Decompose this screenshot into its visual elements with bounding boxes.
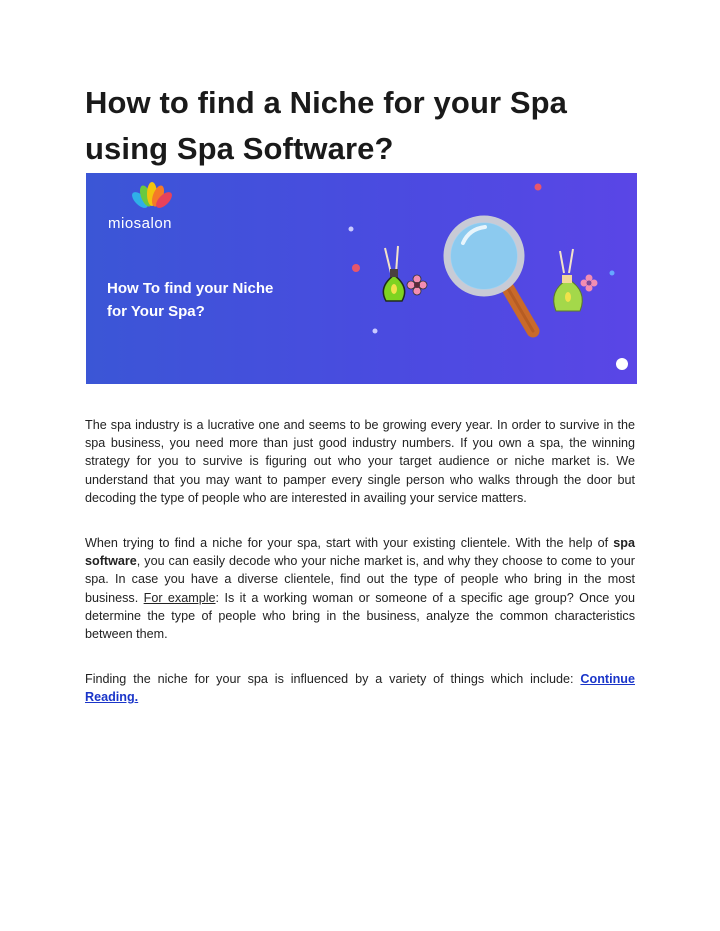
decor-dot	[535, 184, 542, 191]
text-run: Finding the niche for your spa is influenced by a variety of things which include:	[85, 672, 581, 686]
banner-heading-line: How To find your Niche	[107, 280, 274, 297]
text-run: When trying to find a niche for your spa, start with your existing clientele. With the help of	[85, 536, 614, 550]
brand-name: miosalon	[108, 215, 173, 232]
hero-banner	[86, 173, 637, 384]
flower-icon	[407, 275, 427, 295]
lotus-logo-icon	[129, 182, 174, 211]
continue-reading-link[interactable]: Continue Reading.	[85, 672, 635, 705]
paragraph-clientele	[85, 534, 635, 643]
banner-heading	[107, 277, 307, 323]
banner-heading-line: for Your Spa?	[107, 303, 205, 320]
bold-term: spa software	[85, 536, 635, 569]
decor-dot	[349, 227, 354, 232]
text-run: : Is it a working woman or someone of a specific age group? Once you determine the type of people who bring in the business, analyze the common characteristics between them.	[85, 590, 635, 642]
decor-dot	[610, 271, 615, 276]
article-title: How to find a Niche for your Spa using Spa Software?	[85, 85, 568, 166]
magnifying-glass-icon	[447, 219, 533, 331]
decor-dot	[352, 264, 360, 272]
decor-dot	[373, 329, 378, 334]
paragraph-closing	[85, 670, 635, 706]
text-run: , you can easily decode who your niche market is, and why they choose to come to your spa. In case you have a diverse clientele, find out the type of people who bring in the most business.	[85, 554, 635, 605]
flower-icon	[581, 275, 598, 292]
paragraph-intro: The spa industry is a lucrative one and seems to be growing every year. In order to survive in the spa business, you need more than just good industry numbers. If you own a spa, the winning strategy for you to survive is figuring out who your target audience or niche market is. We understand that you may want to pamper every single person who walks through the door but decoding the type of people who are interested in availing your service matters.	[85, 418, 635, 505]
decor-dot	[616, 358, 628, 370]
underlined-term: For example	[143, 590, 216, 605]
diffuser-bottle-icon	[554, 249, 583, 311]
diffuser-bottle-icon	[383, 246, 404, 301]
